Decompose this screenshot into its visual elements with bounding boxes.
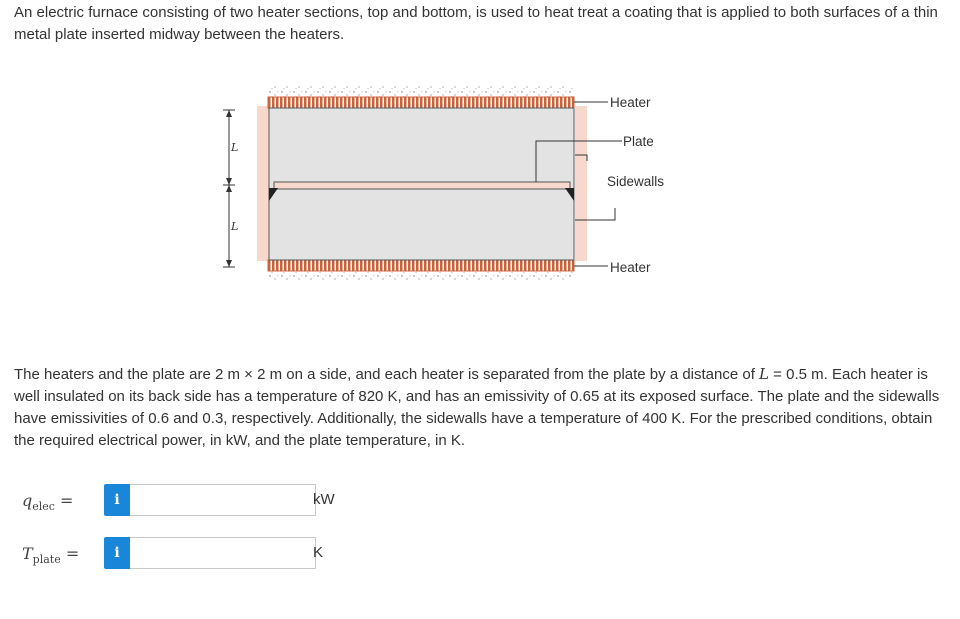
top-heater: [268, 97, 574, 108]
top-insulation: [268, 86, 574, 98]
label-heater-top: Heater: [610, 95, 651, 110]
symbol-L: L: [759, 365, 770, 383]
metal-plate: [274, 182, 570, 189]
furnace-diagram: [220, 66, 750, 286]
dim-label-top: L: [231, 141, 239, 154]
answer-row-tplate: [0, 537, 400, 571]
left-sidewall: [257, 106, 269, 261]
label-heater-bottom: Heater: [610, 260, 651, 275]
qelec-label: $q_{elec}$ =: [22, 491, 74, 514]
label-plate: Plate: [623, 134, 654, 149]
dim-label-bottom: L: [231, 220, 239, 233]
right-sidewall: [575, 106, 587, 261]
bottom-heater: [268, 260, 574, 271]
tplate-input[interactable]: [130, 537, 316, 569]
info-icon[interactable]: i: [104, 484, 130, 516]
qelec-input[interactable]: [130, 484, 316, 516]
bottom-insulation: [268, 272, 574, 280]
problem-statement: The heaters and the plate are 2 m × 2 m on a side, and each heater is separated from the plate by a distance of L = 0.5 m. Each heater is well insulated on its back side has a temperature of 820 K, and has an emissivity of 0.65 at its exposed surface. The plate and the sidewalls have emissivities of 0.6 and 0.3, respectively. Additionally, the sidewalls have a temperature of 400 K. For the prescribed conditions, obtain the required electrical power, in kW, and the plate temperature, in K.: [14, 365, 940, 449]
info-icon[interactable]: i: [104, 537, 130, 569]
tplate-unit: K: [313, 544, 324, 561]
furnace-figure: [220, 66, 750, 286]
answer-row-qelec: [0, 484, 400, 518]
problem-intro: An electric furnace consisting of two heater sections, top and bottom, is used to heat treat a coating that is applied to both surfaces of a thin metal plate inserted midway between the heaters.: [14, 4, 938, 43]
qelec-unit: kW: [313, 491, 335, 508]
tplate-label: $T_{plate}$ =: [22, 544, 80, 567]
label-sidewalls: Sidewalls: [607, 174, 665, 189]
